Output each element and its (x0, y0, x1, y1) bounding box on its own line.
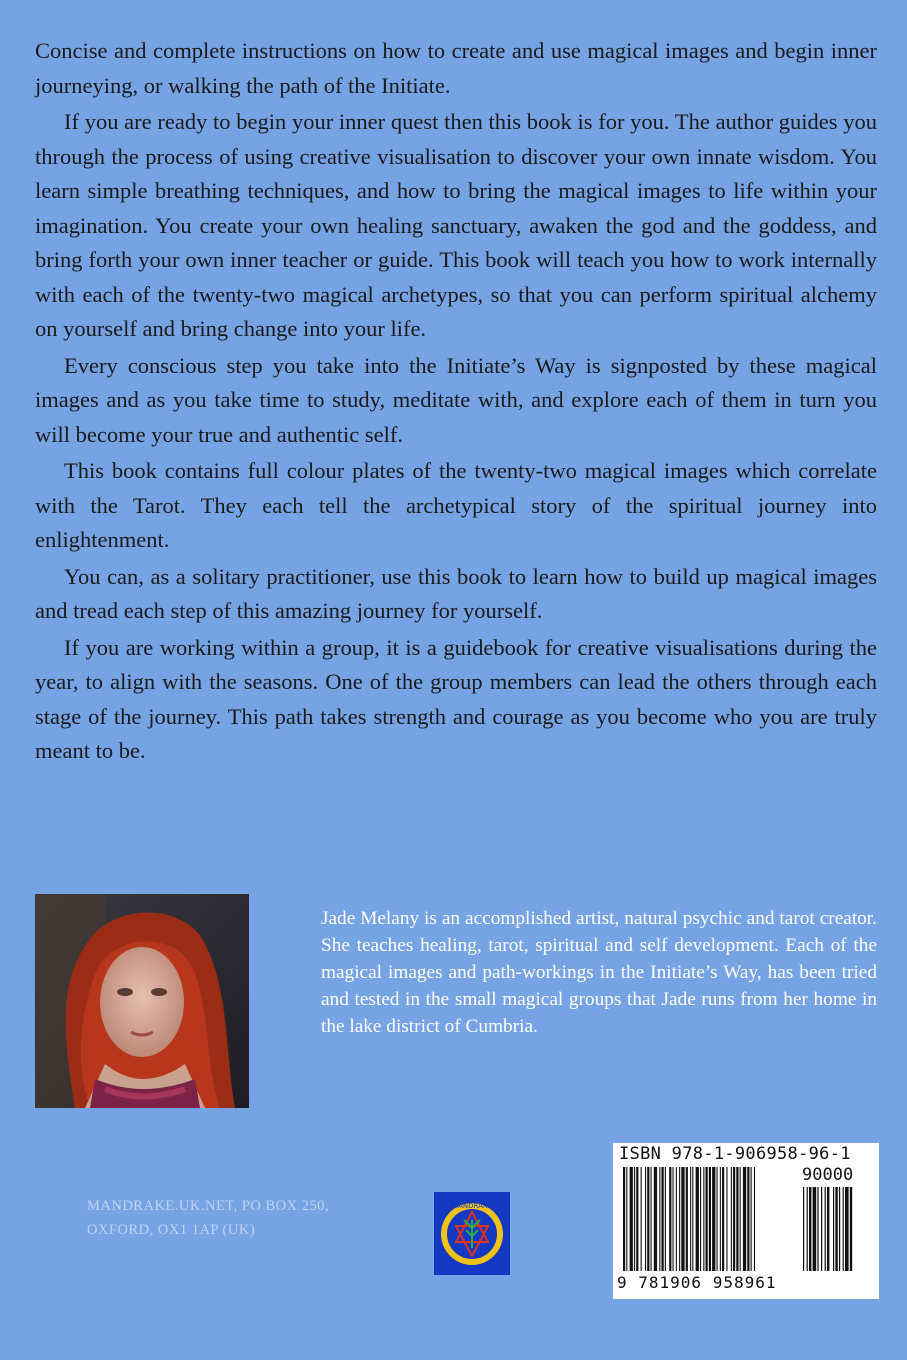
price-code: 90000 (802, 1165, 854, 1185)
isbn-barcode (613, 1143, 879, 1299)
publisher-logo (434, 1192, 510, 1275)
publisher-address-line: MANDRAKE.UK.NET, PO BOX 250, (87, 1198, 330, 1214)
logo-text: MANDRAKE (452, 1202, 492, 1210)
author-bio: Jade Melany is an accomplished artist, natural psychic and tarot creator. She teaches healing, tarot, spiritual and self development. Each of the magical images and path-workings in the Initiate’s Way, has been tried and tested in the small magical groups that Jade runs from her home in the lake district of Cumbria. (321, 908, 877, 1037)
author-portrait-image (35, 894, 249, 1108)
blurb-paragraph: You can, as a solitary practitioner, use this book to learn how to build up magical images and tread each step of this amazing journey for yourself. (35, 563, 877, 623)
blurb-paragraph: If you are ready to begin your inner quest then this book is for you. The author guides you through the process of using creative visualisation to discover your own innate wisdom. You learn simple breathing techniques, and how to bring the magical images to life within your imagination. You create your own healing sanctuary, awaken the god and the goddess, and bring forth your own inner teacher or guide. This book will teach you how to work internally with each of the twenty-two magical archetypes, so that you can perform spiritual alchemy on yourself and bring change into your life. (35, 109, 877, 341)
blurb-paragraph: Concise and complete instructions on how to create and use magical images and begin inner journeying, or walking the path of the Initiate. (35, 38, 877, 98)
isbn-label: ISBN 978-1-906958-96-1 (619, 1144, 851, 1164)
publisher-address-line: OXFORD, OX1 1AP (UK) (87, 1222, 256, 1238)
ean-digits: 9 781906 958961 (617, 1273, 777, 1292)
blurb-paragraph: Every conscious step you take into the Initiate’s Way is signposted by these magical images and as you take time to study, meditate with, and explore each of them in turn you will become your true and authentic self. (35, 352, 877, 447)
back-cover-blurb (35, 34, 877, 771)
blurb-paragraph: This book contains full colour plates of the twenty-two magical images which correlate with the Tarot. They each tell the archetypical story of the spiritual journey into enlightenment. (35, 458, 877, 552)
mandrake-logo-icon (434, 1192, 510, 1275)
blurb-paragraph: If you are working within a group, it is a guidebook for creative visualisations during the year, to align with the seasons. One of the group members can lead the others through each stage of the journey. This path takes strength and courage as you become who you are truly meant to be. (35, 634, 877, 763)
author-photo (35, 894, 249, 1108)
publisher-address (87, 1194, 329, 1242)
